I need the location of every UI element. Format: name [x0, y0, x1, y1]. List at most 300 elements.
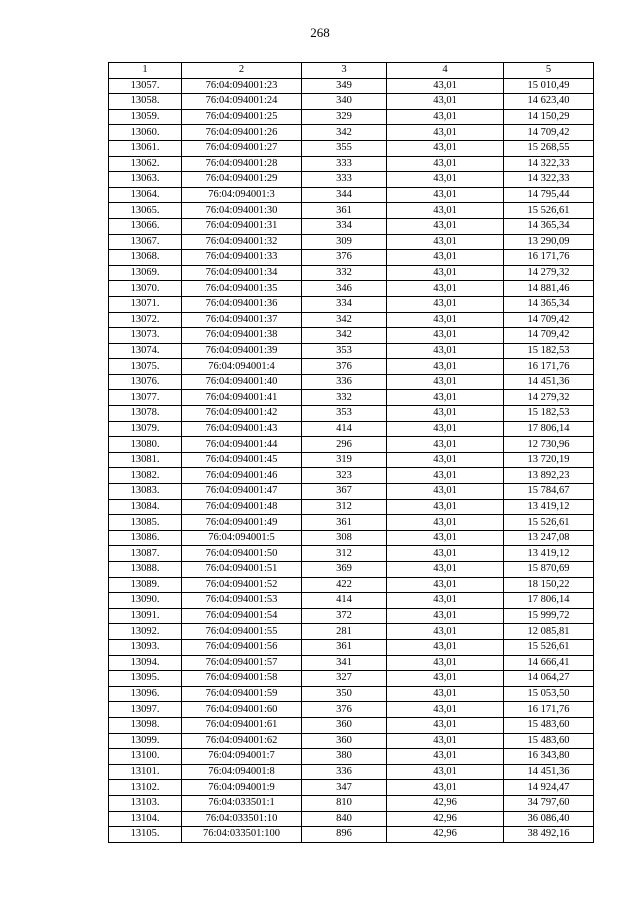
cadastral-number-cell: 76:04:094001:62 — [182, 733, 302, 749]
value-cell: 14 451,36 — [504, 764, 594, 780]
cadastral-number-cell: 76:04:094001:54 — [182, 608, 302, 624]
area-cell: 361 — [302, 639, 387, 655]
area-cell: 327 — [302, 671, 387, 687]
value-cell: 14 709,42 — [504, 125, 594, 141]
row-number-cell: 13099. — [109, 733, 182, 749]
table-row — [109, 733, 594, 749]
area-cell: 414 — [302, 593, 387, 609]
table-row — [109, 717, 594, 733]
area-cell: 340 — [302, 94, 387, 110]
area-cell: 376 — [302, 250, 387, 266]
table-row — [109, 780, 594, 796]
area-cell: 344 — [302, 187, 387, 203]
row-number-cell: 13087. — [109, 546, 182, 562]
table-row — [109, 234, 594, 250]
area-cell: 414 — [302, 421, 387, 437]
rate-cell: 43,01 — [387, 546, 504, 562]
row-number-cell: 13103. — [109, 795, 182, 811]
table-row — [109, 265, 594, 281]
cadastral-number-cell: 76:04:033501:1 — [182, 795, 302, 811]
table-row — [109, 702, 594, 718]
cadastral-number-cell: 76:04:094001:39 — [182, 343, 302, 359]
cadastral-number-cell: 76:04:094001:48 — [182, 499, 302, 515]
value-cell: 15 870,69 — [504, 562, 594, 578]
row-number-cell: 13096. — [109, 686, 182, 702]
table-row — [109, 437, 594, 453]
cadastral-number-cell: 76:04:094001:32 — [182, 234, 302, 250]
area-cell: 369 — [302, 562, 387, 578]
value-cell: 14 451,36 — [504, 374, 594, 390]
value-cell: 18 150,22 — [504, 577, 594, 593]
data-table — [108, 62, 594, 843]
rate-cell: 43,01 — [387, 156, 504, 172]
column-header-5: 5 — [504, 63, 594, 79]
rate-cell: 43,01 — [387, 78, 504, 94]
value-cell: 15 999,72 — [504, 608, 594, 624]
area-cell: 355 — [302, 140, 387, 156]
table-row — [109, 624, 594, 640]
cadastral-number-cell: 76:04:094001:36 — [182, 296, 302, 312]
area-cell: 353 — [302, 343, 387, 359]
cadastral-number-cell: 76:04:094001:8 — [182, 764, 302, 780]
value-cell: 14 881,46 — [504, 281, 594, 297]
cadastral-number-cell: 76:04:094001:9 — [182, 780, 302, 796]
row-number-cell: 13071. — [109, 296, 182, 312]
area-cell: 360 — [302, 717, 387, 733]
rate-cell: 43,01 — [387, 390, 504, 406]
table-row — [109, 749, 594, 765]
value-cell: 13 419,12 — [504, 546, 594, 562]
rate-cell: 43,01 — [387, 484, 504, 500]
area-cell: 336 — [302, 374, 387, 390]
value-cell: 15 483,60 — [504, 717, 594, 733]
value-cell: 15 182,53 — [504, 343, 594, 359]
rate-cell: 43,01 — [387, 125, 504, 141]
cadastral-number-cell: 76:04:094001:3 — [182, 187, 302, 203]
rate-cell: 43,01 — [387, 328, 504, 344]
table-row — [109, 94, 594, 110]
rate-cell: 43,01 — [387, 296, 504, 312]
cadastral-number-cell: 76:04:094001:44 — [182, 437, 302, 453]
cadastral-number-cell: 76:04:094001:4 — [182, 359, 302, 375]
area-cell: 329 — [302, 109, 387, 125]
value-cell: 14 365,34 — [504, 296, 594, 312]
cadastral-number-cell: 76:04:094001:35 — [182, 281, 302, 297]
cadastral-number-cell: 76:04:094001:25 — [182, 109, 302, 125]
cadastral-number-cell: 76:04:094001:24 — [182, 94, 302, 110]
table-header-row — [109, 63, 594, 79]
value-cell: 14 322,33 — [504, 156, 594, 172]
row-number-cell: 13102. — [109, 780, 182, 796]
row-number-cell: 13089. — [109, 577, 182, 593]
value-cell: 16 343,80 — [504, 749, 594, 765]
cadastral-number-cell: 76:04:094001:29 — [182, 172, 302, 188]
row-number-cell: 13066. — [109, 218, 182, 234]
value-cell: 12 085,81 — [504, 624, 594, 640]
area-cell: 308 — [302, 530, 387, 546]
row-number-cell: 13068. — [109, 250, 182, 266]
cadastral-number-cell: 76:04:094001:61 — [182, 717, 302, 733]
cadastral-number-cell: 76:04:094001:53 — [182, 593, 302, 609]
cadastral-number-cell: 76:04:094001:45 — [182, 452, 302, 468]
value-cell: 36 086,40 — [504, 811, 594, 827]
value-cell: 14 709,42 — [504, 312, 594, 328]
row-number-cell: 13093. — [109, 639, 182, 655]
area-cell: 376 — [302, 359, 387, 375]
area-cell: 342 — [302, 328, 387, 344]
rate-cell: 43,01 — [387, 608, 504, 624]
value-cell: 15 268,55 — [504, 140, 594, 156]
rate-cell: 42,96 — [387, 811, 504, 827]
table-row — [109, 499, 594, 515]
table-row — [109, 109, 594, 125]
row-number-cell: 13074. — [109, 343, 182, 359]
rate-cell: 43,01 — [387, 733, 504, 749]
value-cell: 14 666,41 — [504, 655, 594, 671]
row-number-cell: 13065. — [109, 203, 182, 219]
row-number-cell: 13104. — [109, 811, 182, 827]
cadastral-number-cell: 76:04:094001:50 — [182, 546, 302, 562]
value-cell: 15 526,61 — [504, 515, 594, 531]
row-number-cell: 13072. — [109, 312, 182, 328]
row-number-cell: 13080. — [109, 437, 182, 453]
value-cell: 12 730,96 — [504, 437, 594, 453]
rate-cell: 43,01 — [387, 187, 504, 203]
cadastral-number-cell: 76:04:094001:51 — [182, 562, 302, 578]
table-row — [109, 468, 594, 484]
value-cell: 14 064,27 — [504, 671, 594, 687]
rate-cell: 43,01 — [387, 577, 504, 593]
cadastral-number-cell: 76:04:094001:33 — [182, 250, 302, 266]
table-row — [109, 218, 594, 234]
table-row — [109, 639, 594, 655]
area-cell: 347 — [302, 780, 387, 796]
row-number-cell: 13101. — [109, 764, 182, 780]
area-cell: 353 — [302, 406, 387, 422]
table-row — [109, 421, 594, 437]
row-number-cell: 13098. — [109, 717, 182, 733]
table-row — [109, 795, 594, 811]
value-cell: 13 290,09 — [504, 234, 594, 250]
row-number-cell: 13077. — [109, 390, 182, 406]
table-row — [109, 577, 594, 593]
value-cell: 38 492,16 — [504, 827, 594, 843]
table-row — [109, 484, 594, 500]
area-cell: 309 — [302, 234, 387, 250]
rate-cell: 43,01 — [387, 686, 504, 702]
table-row — [109, 452, 594, 468]
rate-cell: 43,01 — [387, 250, 504, 266]
table-row — [109, 374, 594, 390]
area-cell: 281 — [302, 624, 387, 640]
cadastral-number-cell: 76:04:094001:43 — [182, 421, 302, 437]
table-row — [109, 406, 594, 422]
area-cell: 350 — [302, 686, 387, 702]
rate-cell: 43,01 — [387, 655, 504, 671]
cadastral-number-cell: 76:04:094001:55 — [182, 624, 302, 640]
cadastral-number-cell: 76:04:094001:59 — [182, 686, 302, 702]
table-row — [109, 312, 594, 328]
area-cell: 319 — [302, 452, 387, 468]
area-cell: 360 — [302, 733, 387, 749]
table-row — [109, 156, 594, 172]
rate-cell: 43,01 — [387, 639, 504, 655]
rate-cell: 43,01 — [387, 562, 504, 578]
row-number-cell: 13088. — [109, 562, 182, 578]
table-row — [109, 811, 594, 827]
page-number: 268 — [310, 25, 330, 40]
area-cell: 342 — [302, 125, 387, 141]
table-row — [109, 764, 594, 780]
rate-cell: 43,01 — [387, 343, 504, 359]
rate-cell: 43,01 — [387, 218, 504, 234]
table-row — [109, 562, 594, 578]
rate-cell: 43,01 — [387, 671, 504, 687]
cadastral-number-cell: 76:04:094001:58 — [182, 671, 302, 687]
row-number-cell: 13078. — [109, 406, 182, 422]
cadastral-number-cell: 76:04:094001:26 — [182, 125, 302, 141]
rate-cell: 43,01 — [387, 281, 504, 297]
value-cell: 15 526,61 — [504, 203, 594, 219]
row-number-cell: 13105. — [109, 827, 182, 843]
rate-cell: 43,01 — [387, 780, 504, 796]
table-row — [109, 390, 594, 406]
value-cell: 15 182,53 — [504, 406, 594, 422]
cadastral-number-cell: 76:04:094001:28 — [182, 156, 302, 172]
rate-cell: 43,01 — [387, 265, 504, 281]
table-row — [109, 172, 594, 188]
value-cell: 13 892,23 — [504, 468, 594, 484]
row-number-cell: 13069. — [109, 265, 182, 281]
column-header-2: 2 — [182, 63, 302, 79]
row-number-cell: 13061. — [109, 140, 182, 156]
rate-cell: 43,01 — [387, 203, 504, 219]
cadastral-number-cell: 76:04:094001:34 — [182, 265, 302, 281]
table-row — [109, 686, 594, 702]
value-cell: 13 720,19 — [504, 452, 594, 468]
column-header-4: 4 — [387, 63, 504, 79]
value-cell: 14 709,42 — [504, 328, 594, 344]
cadastral-number-cell: 76:04:094001:42 — [182, 406, 302, 422]
rate-cell: 43,01 — [387, 109, 504, 125]
table-row — [109, 515, 594, 531]
row-number-cell: 13084. — [109, 499, 182, 515]
row-number-cell: 13079. — [109, 421, 182, 437]
area-cell: 341 — [302, 655, 387, 671]
area-cell: 334 — [302, 218, 387, 234]
cadastral-number-cell: 76:04:094001:40 — [182, 374, 302, 390]
value-cell: 15 483,60 — [504, 733, 594, 749]
value-cell: 34 797,60 — [504, 795, 594, 811]
area-cell: 334 — [302, 296, 387, 312]
row-number-cell: 13100. — [109, 749, 182, 765]
value-cell: 14 795,44 — [504, 187, 594, 203]
value-cell: 17 806,14 — [504, 421, 594, 437]
value-cell: 16 171,76 — [504, 702, 594, 718]
row-number-cell: 13060. — [109, 125, 182, 141]
rate-cell: 43,01 — [387, 312, 504, 328]
cadastral-number-cell: 76:04:094001:47 — [182, 484, 302, 500]
row-number-cell: 13095. — [109, 671, 182, 687]
area-cell: 896 — [302, 827, 387, 843]
rate-cell: 43,01 — [387, 421, 504, 437]
row-number-cell: 13081. — [109, 452, 182, 468]
value-cell: 13 247,08 — [504, 530, 594, 546]
cadastral-number-cell: 76:04:094001:41 — [182, 390, 302, 406]
row-number-cell: 13064. — [109, 187, 182, 203]
value-cell: 17 806,14 — [504, 593, 594, 609]
row-number-cell: 13063. — [109, 172, 182, 188]
table-row — [109, 359, 594, 375]
rate-cell: 43,01 — [387, 374, 504, 390]
table-row — [109, 250, 594, 266]
area-cell: 367 — [302, 484, 387, 500]
cadastral-number-cell: 76:04:094001:46 — [182, 468, 302, 484]
cadastral-number-cell: 76:04:094001:38 — [182, 328, 302, 344]
row-number-cell: 13075. — [109, 359, 182, 375]
value-cell: 14 279,32 — [504, 265, 594, 281]
value-cell: 13 419,12 — [504, 499, 594, 515]
rate-cell: 43,01 — [387, 530, 504, 546]
area-cell: 840 — [302, 811, 387, 827]
area-cell: 376 — [302, 702, 387, 718]
table-row — [109, 655, 594, 671]
cadastral-number-cell: 76:04:094001:27 — [182, 140, 302, 156]
area-cell: 332 — [302, 390, 387, 406]
column-header-3: 3 — [302, 63, 387, 79]
cadastral-number-cell: 76:04:094001:31 — [182, 218, 302, 234]
row-number-cell: 13067. — [109, 234, 182, 250]
area-cell: 336 — [302, 764, 387, 780]
area-cell: 422 — [302, 577, 387, 593]
area-cell: 312 — [302, 546, 387, 562]
area-cell: 296 — [302, 437, 387, 453]
table-row — [109, 140, 594, 156]
row-number-cell: 13083. — [109, 484, 182, 500]
table-row — [109, 187, 594, 203]
row-number-cell: 13082. — [109, 468, 182, 484]
rate-cell: 43,01 — [387, 437, 504, 453]
value-cell: 15 784,67 — [504, 484, 594, 500]
value-cell: 14 322,33 — [504, 172, 594, 188]
rate-cell: 42,96 — [387, 795, 504, 811]
cadastral-number-cell: 76:04:033501:100 — [182, 827, 302, 843]
row-number-cell: 13086. — [109, 530, 182, 546]
table-row — [109, 125, 594, 141]
row-number-cell: 13070. — [109, 281, 182, 297]
table-row — [109, 530, 594, 546]
cadastral-number-cell: 76:04:094001:57 — [182, 655, 302, 671]
table-row — [109, 296, 594, 312]
table-row — [109, 203, 594, 219]
row-number-cell: 13097. — [109, 702, 182, 718]
rate-cell: 43,01 — [387, 499, 504, 515]
table-row — [109, 328, 594, 344]
value-cell: 14 924,47 — [504, 780, 594, 796]
value-cell: 16 171,76 — [504, 250, 594, 266]
area-cell: 349 — [302, 78, 387, 94]
rate-cell: 43,01 — [387, 359, 504, 375]
area-cell: 333 — [302, 156, 387, 172]
area-cell: 332 — [302, 265, 387, 281]
cadastral-number-cell: 76:04:094001:37 — [182, 312, 302, 328]
rate-cell: 42,96 — [387, 827, 504, 843]
rate-cell: 43,01 — [387, 624, 504, 640]
rate-cell: 43,01 — [387, 94, 504, 110]
cadastral-number-cell: 76:04:094001:5 — [182, 530, 302, 546]
cadastral-number-cell: 76:04:094001:23 — [182, 78, 302, 94]
area-cell: 372 — [302, 608, 387, 624]
cadastral-number-cell: 76:04:094001:49 — [182, 515, 302, 531]
area-cell: 323 — [302, 468, 387, 484]
area-cell: 333 — [302, 172, 387, 188]
area-cell: 312 — [302, 499, 387, 515]
cadastral-number-cell: 76:04:094001:7 — [182, 749, 302, 765]
column-header-1: 1 — [109, 63, 182, 79]
rate-cell: 43,01 — [387, 140, 504, 156]
rate-cell: 43,01 — [387, 593, 504, 609]
row-number-cell: 13090. — [109, 593, 182, 609]
rate-cell: 43,01 — [387, 406, 504, 422]
value-cell: 15 053,50 — [504, 686, 594, 702]
cadastral-number-cell: 76:04:094001:30 — [182, 203, 302, 219]
table-row — [109, 608, 594, 624]
cadastral-number-cell: 76:04:094001:56 — [182, 639, 302, 655]
value-cell: 14 365,34 — [504, 218, 594, 234]
value-cell: 16 171,76 — [504, 359, 594, 375]
row-number-cell: 13085. — [109, 515, 182, 531]
cadastral-number-cell: 76:04:094001:52 — [182, 577, 302, 593]
value-cell: 14 623,40 — [504, 94, 594, 110]
area-cell: 346 — [302, 281, 387, 297]
value-cell: 14 279,32 — [504, 390, 594, 406]
value-cell: 14 150,29 — [504, 109, 594, 125]
table-row — [109, 78, 594, 94]
rate-cell: 43,01 — [387, 234, 504, 250]
row-number-cell: 13076. — [109, 374, 182, 390]
rate-cell: 43,01 — [387, 717, 504, 733]
rate-cell: 43,01 — [387, 702, 504, 718]
area-cell: 810 — [302, 795, 387, 811]
row-number-cell: 13091. — [109, 608, 182, 624]
rate-cell: 43,01 — [387, 749, 504, 765]
area-cell: 380 — [302, 749, 387, 765]
table-row — [109, 593, 594, 609]
row-number-cell: 13092. — [109, 624, 182, 640]
rate-cell: 43,01 — [387, 172, 504, 188]
table-row — [109, 671, 594, 687]
area-cell: 361 — [302, 203, 387, 219]
row-number-cell: 13057. — [109, 78, 182, 94]
rate-cell: 43,01 — [387, 452, 504, 468]
row-number-cell: 13059. — [109, 109, 182, 125]
table-row — [109, 343, 594, 359]
table-row — [109, 546, 594, 562]
row-number-cell: 13062. — [109, 156, 182, 172]
area-cell: 342 — [302, 312, 387, 328]
value-cell: 15 526,61 — [504, 639, 594, 655]
cadastral-number-cell: 76:04:094001:60 — [182, 702, 302, 718]
rate-cell: 43,01 — [387, 515, 504, 531]
cadastral-number-cell: 76:04:033501:10 — [182, 811, 302, 827]
table-body — [109, 78, 594, 842]
area-cell: 361 — [302, 515, 387, 531]
table-row — [109, 281, 594, 297]
value-cell: 15 010,49 — [504, 78, 594, 94]
rate-cell: 43,01 — [387, 468, 504, 484]
table-row — [109, 827, 594, 843]
row-number-cell: 13073. — [109, 328, 182, 344]
